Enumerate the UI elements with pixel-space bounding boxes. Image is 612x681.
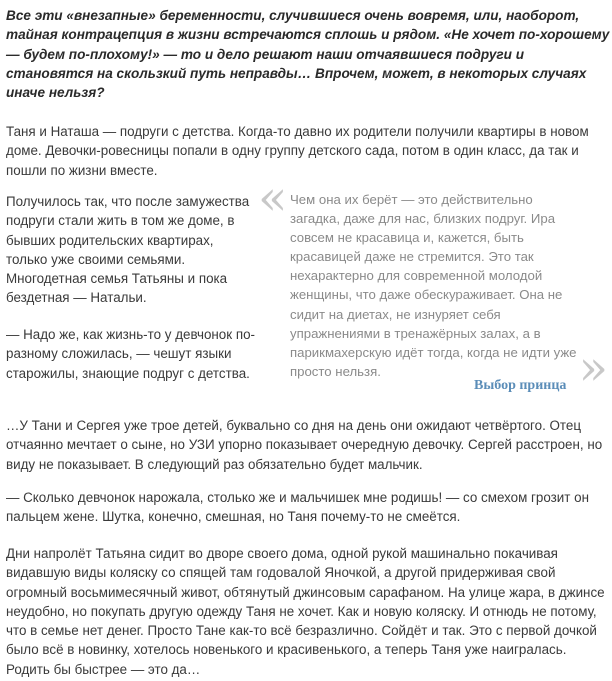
close-quote-icon: » xyxy=(578,340,608,396)
paragraph-4: …У Тани и Сергея уже трое детей, буквально со дня на день они ожидают четвёртого. Отец отчаянно мечтает о сыне, но УЗИ упорно показывает очередную девочку. Сергей расстроен, но виду не показывает. В следующий раз обязательно будет мальчик. xyxy=(6,418,603,472)
paragraph-6: Дни напролёт Татьяна сидит во дворе своего дома, одной рукой машинально покачивая видавшую виды коляску со спящей там годовалой Яночкой, а другой придерживая свой огромный восьмимесячный живот, обтянутый джинсовым сарафаном. На улице жара, в джинсе неудобно, но покупать другую одежду Таня не хочет. Как и новую коляску. И отнюдь не потому, что в семье нет денег. Просто Тане как-то всё безразлично. Сойдёт и так. Это с первой дочкой было всё в новинку, хотелось новенького и красивенького, а теперь Таня уже наигралась. Родить бы быстрее — это да… xyxy=(6,546,605,677)
paragraph-1: Таня и Наташа — подруги с детства. Когда-то давно их родители получили квартиры в новом доме. Девочки-ровесницы попали в одну группу детского сада, потом в один класс, да так и пошли по жизни вместе. xyxy=(6,124,589,178)
article-lead: Все эти «внезапные» беременности, случившиеся очень вовремя, или, наоборот, тайная контрацепция в жизни встречаются сплошь и рядом. «Не хочет по-хорошему — будем по-плохому!» — то и дело решают наши отчаявшиеся подруги и становятся на скользкий путь неправды… Впрочем, может, в некоторых случаях иначе нельзя? xyxy=(6,8,610,101)
paragraph-3: — Надо же, как жизнь-то у девчонок по-разному сложилась, — чешут языки старожилы, знающие подруг с детства. xyxy=(6,327,255,381)
open-quote-icon: « xyxy=(258,170,288,226)
pullquote-text: Чем она их берёт — это действительно загадка, даже для нас, близких подруг. Ира совсем не красавица и, кажется, быть красавицей даже не стремится. Это так нехарактерно для современной молодой женщины, что даже обескураживает. Она не сидит на диетах, не изнуряет себя упражнениями в тренажёрных залах, а в парикмахерскую идёт тогда, когда не идти уже просто нельзя. xyxy=(290,192,577,379)
pullquote-source-link[interactable]: Выбор принца xyxy=(474,378,567,393)
paragraph-5: — Сколько девчонок нарожала, столько же и мальчишек мне родишь! — со смехом грозит он пальцем жене. Шутка, конечно, смешная, но Таня почему-то не смеётся. xyxy=(6,490,589,525)
pullquote xyxy=(258,170,612,400)
paragraph-2: Получилось так, что после замужества подруги стали жить в том же доме, в бывших родительских квартирах, только уже своими семьями. Многодетная семья Татьяны и пока бездетная — Натальи. xyxy=(6,194,250,306)
